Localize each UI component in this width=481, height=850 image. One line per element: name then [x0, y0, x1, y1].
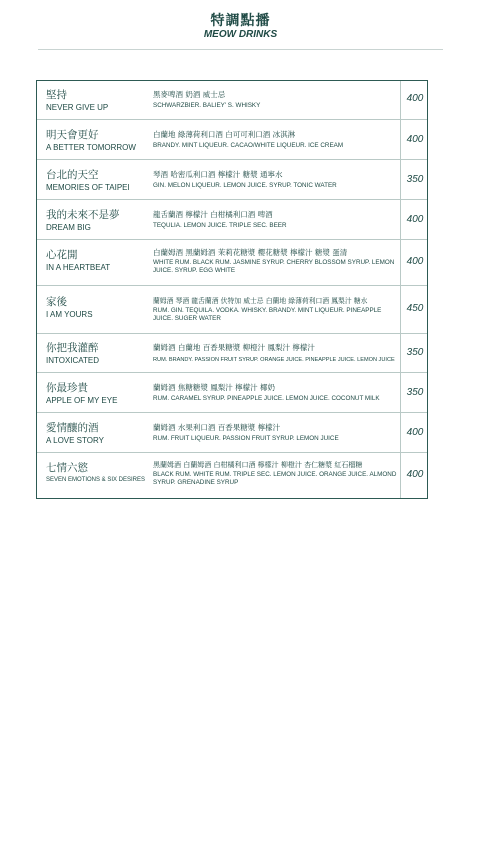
drink-row: [37, 200, 427, 240]
drink-name-en: APPLE OF MY EYE: [46, 396, 118, 405]
ingredients-zh: 蘭姆酒 水果利口酒 百香果糖漿 檸檬汁: [153, 423, 281, 432]
header-divider: [38, 49, 443, 50]
ingredients-en: RUM. GIN. TEQUILA. VODKA. WHISKY. BRANDY. MINT LIQUEUR. PINEAPPLE JUICE. SUGER WATER: [153, 307, 382, 322]
drink-row: [37, 286, 427, 334]
drink-price: 400: [406, 469, 424, 480]
drink-row: [37, 120, 427, 160]
ingredients-en: SCHWARZBIER. BALIEY' S. WHISKY: [153, 102, 261, 109]
ingredients-en: RUM. BRANDY. PASSION FRUIT SYRUP. ORANGE JUICE. PINEAPPLE JUICE. LEMON JUICE: [153, 357, 395, 363]
drink-price: 400: [406, 214, 424, 225]
page-subtitle: MEOW DRINKS: [203, 29, 278, 40]
drink-name-en: DREAM BIG: [46, 223, 91, 232]
drink-name-en: NEVER GIVE UP: [46, 103, 109, 112]
ingredients-en: RUM. FRUIT LIQUEUR. PASSION FRUIT SYRUP. LEMON JUICE: [153, 435, 339, 442]
drink-name-en: MEMORIES OF TAIPEI: [46, 183, 130, 192]
drink-price: 400: [406, 256, 424, 267]
ingredients-zh: 黑蘭姆酒 白蘭姆酒 白柑橘利口酒 檸檬汁 柳橙汁 杏仁糖漿 紅石榴糖: [153, 461, 363, 469]
drink-name-zh: 堅持: [46, 89, 67, 101]
ingredients-en: GIN. MELON LIQUEUR. LEMON JUICE. SYRUP. TONIC WATER: [153, 182, 337, 189]
ingredients-en: BRANDY. MINT LIQUEUR. CACAO/WHITE LIQUEUR. ICE CREAM: [153, 142, 344, 149]
ingredients-en: RUM. CARAMEL SYRUP. PINEAPPLE JUICE. LEMON JUICE. COCONUT MILK: [153, 395, 380, 402]
drink-name-zh: 心花開: [46, 249, 78, 261]
ingredients-zh: 蘭姆酒 琴酒 龍舌蘭酒 伏特加 威士忌 白蘭地 綠薄荷利口酒 鳳梨汁 糖水: [153, 297, 368, 305]
drink-price: 450: [406, 303, 424, 314]
drink-row: [37, 240, 427, 286]
drink-row: [37, 413, 427, 453]
drink-price: 350: [406, 174, 424, 185]
ingredients-zh: 蘭姆酒 焦糖糖漿 鳳梨汁 檸檬汁 椰奶: [153, 383, 276, 392]
drink-name-zh: 台北的天空: [46, 169, 99, 181]
ingredients-zh: 蘭姆酒 白蘭地 百香果糖漿 柳橙汁 鳳梨汁 檸檬汁: [153, 343, 315, 352]
drink-row: [37, 160, 427, 200]
drink-name-zh: 愛情釀的酒: [46, 422, 99, 434]
ingredients-zh: 白蘭地 綠薄荷利口酒 白可可利口酒 冰淇淋: [153, 130, 296, 139]
drink-price: 400: [406, 427, 424, 438]
drink-price: 400: [406, 134, 424, 145]
ingredients-zh: 龍舌蘭酒 檸檬汁 白柑橘利口酒 啤酒: [153, 210, 273, 219]
ingredients-zh: 白蘭姆酒 黑蘭姆酒 茉莉花糖漿 櫻花糖漿 檸檬汁 糖漿 蛋清: [153, 248, 348, 257]
menu-header: [0, 0, 481, 52]
drink-menu-table: [36, 80, 428, 499]
drink-name-zh: 你最珍貴: [46, 382, 88, 394]
drink-name-zh: 我的未來不是夢: [46, 209, 120, 221]
drink-price: 400: [406, 93, 424, 104]
drink-name-en: SEVEN EMOTIONS & SIX DESIRES: [46, 477, 146, 483]
drink-name-zh: 你把我灌醉: [46, 342, 99, 354]
ingredients-en: TEQULIA. LEMON JUICE. TRIPLE SEC. BEER: [153, 222, 287, 229]
drink-name-zh: 七情六慾: [46, 462, 88, 474]
ingredients-en: BLACK RUM. WHITE RUM. TRIPLE SEC. LEMON JUICE. ORANGE JUICE. ALMOND SYRUP. GRENADINE SYRUP: [153, 471, 397, 486]
drink-price: 350: [406, 387, 424, 398]
drink-row: [37, 453, 427, 498]
drink-row: [37, 81, 427, 120]
drink-price: 350: [406, 347, 424, 358]
drink-name-en: INTOXICATED: [46, 356, 100, 365]
drink-name-zh: 家後: [46, 296, 67, 308]
drink-name-en: A BETTER TOMORROW: [46, 143, 136, 152]
drink-row: [37, 373, 427, 413]
ingredients-zh: 黑麥啤酒 奶酒 威士忌: [153, 90, 226, 99]
page-title: 特調點播: [210, 13, 271, 29]
drink-name-en: I AM YOURS: [46, 310, 93, 319]
drink-row: [37, 334, 427, 373]
drink-name-en: IN A HEARTBEAT: [46, 263, 111, 272]
ingredients-en: WHITE RUM. BLACK RUM. JASMINE SYRUP. CHERRY BLOSSOM SYRUP. LEMON JUICE. SYRUP. EGG WHITE: [153, 259, 395, 274]
ingredients-zh: 琴酒 哈密瓜利口酒 檸檬汁 糖漿 通寧水: [153, 170, 283, 179]
drink-name-zh: 明天會更好: [46, 129, 99, 141]
drink-name-en: A LOVE STORY: [46, 436, 104, 445]
